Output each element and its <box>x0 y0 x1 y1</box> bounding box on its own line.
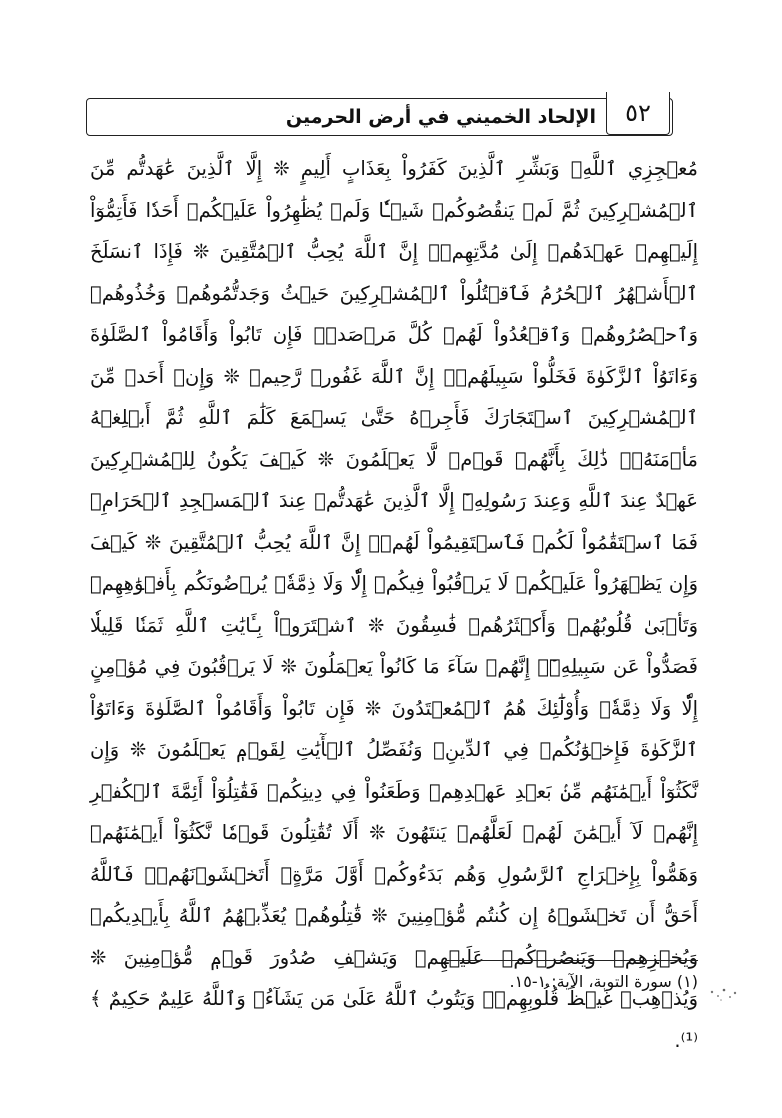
page-number-box <box>606 92 670 135</box>
footnote: (١) سورة التوبة، الآية: ١-١٥. <box>509 972 698 991</box>
footnote-separator <box>447 960 698 961</box>
running-title: الإلحاد الخميني في أرض الحرمين <box>285 106 596 128</box>
page-header <box>86 98 686 140</box>
scan-noise-mark <box>706 982 742 1006</box>
page-number: ٥٢ <box>625 99 651 127</box>
quran-passage: مُعۡجِزِي ٱللَّهِۙ وَبَشِّرِ ٱلَّذِينَ كَفَرُواْ بِعَذَابٍ أَلِيمٍ ❊ إِلَّا ٱلَّذِينَ عَٰهَدتُّم مِّنَ ٱلۡمُشۡرِكِينَ ثُمَّ لَمۡ يَنقُصُوكُمۡ شَيۡـٔٗا وَلَمۡ يُظَٰهِرُواْ عَلَيۡكُمۡ أَحَدٗا فَأَتِمُّوٓاْ إِلَيۡهِمۡ عَهۡدَهُمۡ إِلَىٰ مُدَّتِهِمۡۚ إِنَّ ٱللَّهَ يُحِبُّ ٱلۡمُتَّقِينَ ❊ فَإِذَا ٱنسَلَخَ ٱلۡأَشۡهُرُ ٱلۡحُرُمُ فَٱقۡتُلُواْ ٱلۡمُشۡرِكِينَ حَيۡثُ وَجَدتُّمُوهُمۡ وَخُذُوهُمۡ وَٱحۡصُرُوهُمۡ وَٱقۡعُدُواْ لَهُمۡ كُلَّ مَرۡصَدٖۚ فَإِن تَابُواْ وَأَقَامُواْ ٱلصَّلَوٰةَ وَءَاتَوُاْ ٱلزَّكَوٰةَ فَخَلُّواْ سَبِيلَهُمۡۚ إِنَّ ٱللَّهَ غَفُورٞ رَّحِيمٞ ❊ وَإِنۡ أَحَدٞ مِّنَ ٱلۡمُشۡرِكِينَ ٱسۡتَجَارَكَ فَأَجِرۡهُ حَتَّىٰ يَسۡمَعَ كَلَٰمَ ٱللَّهِ ثُمَّ أَبۡلِغۡهُ مَأۡمَنَهُۥۚ ذَٰلِكَ بِأَنَّهُمۡ قَوۡمٞ لَّا يَعۡلَمُونَ ❊ كَيۡفَ يَكُونُ لِلۡمُشۡرِكِينَ عَهۡدٌ عِندَ ٱللَّهِ وَعِندَ رَسُولِهِۦٓ إِلَّا ٱلَّذِينَ عَٰهَدتُّمۡ عِندَ ٱلۡمَسۡجِدِ ٱلۡحَرَامِۖ فَمَا ٱسۡتَقَٰمُواْ لَكُمۡ فَٱسۡتَقِيمُواْ لَهُمۡۚ إِنَّ ٱللَّهَ يُحِبُّ ٱلۡمُتَّقِينَ ❊ كَيۡفَ وَإِن يَظۡهَرُواْ عَلَيۡكُمۡ لَا يَرۡقُبُواْ فِيكُمۡ إِلّٗا وَلَا ذِمَّةٗۚ يُرۡضُونَكُم بِأَفۡوَٰهِهِمۡ وَتَأۡبَىٰ قُلُوبُهُمۡ وَأَكۡثَرُهُمۡ فَٰسِقُونَ ❊ ٱشۡتَرَوۡاْ بِـَٔايَٰتِ ٱللَّهِ ثَمَنٗا قَلِيلٗا فَصَدُّواْ عَن سَبِيلِهِۦٓۚ إِنَّهُمۡ سَآءَ مَا كَانُواْ يَعۡمَلُونَ ❊ لَا يَرۡقُبُونَ فِي مُؤۡمِنٍ إِلّٗا وَلَا ذِمَّةٗۚ وَأُوْلَٰٓئِكَ هُمُ ٱلۡمُعۡتَدُونَ ❊ فَإِن تَابُواْ وَأَقَامُواْ ٱلصَّلَوٰةَ وَءَاتَوُاْ ٱلزَّكَوٰةَ فَإِخۡوَٰنُكُمۡ فِي ٱلدِّينِۗ وَنُفَصِّلُ ٱلۡأٓيَٰتِ لِقَوۡمٖ يَعۡلَمُونَ ❊ وَإِن نَّكَثُوٓاْ أَيۡمَٰنَهُم مِّنۢ بَعۡدِ عَهۡدِهِمۡ وَطَعَنُواْ فِي دِينِكُمۡ فَقَٰتِلُوٓاْ أَئِمَّةَ ٱلۡكُفۡرِ إِنَّهُمۡ لَآ أَيۡمَٰنَ لَهُمۡ لَعَلَّهُمۡ يَنتَهُونَ ❊ أَلَا تُقَٰتِلُونَ قَوۡمٗا نَّكَثُوٓاْ أَيۡمَٰنَهُمۡ وَهَمُّواْ بِإِخۡرَاجِ ٱلرَّسُولِ وَهُم بَدَءُوكُمۡ أَوَّلَ مَرَّةٍۚ أَتَخۡشَوۡنَهُمۡۚ فَٱللَّهُ أَحَقُّ أَن تَخۡشَوۡهُ إِن كُنتُم مُّؤۡمِنِينَ ❊ قَٰتِلُوهُمۡ يُعَذِّبۡهُمُ ٱللَّهُ بِأَيۡدِيكُمۡ وَيُخۡزِهِمۡ وَيَنصُرۡكُمۡ عَلَيۡهِمۡ وَيَشۡفِ صُدُورَ قَوۡمٖ مُّؤۡمِنِينَ ❊ وَيُذۡهِبۡ غَيۡظَ قُلُوبِهِمۡۗ وَيَتُوبُ ٱللَّهُ عَلَىٰ مَن يَشَآءُۗ وَٱللَّهُ عَلِيمٌ حَكِيمٌ ﴾⁽¹⁾. <box>90 157 698 1052</box>
